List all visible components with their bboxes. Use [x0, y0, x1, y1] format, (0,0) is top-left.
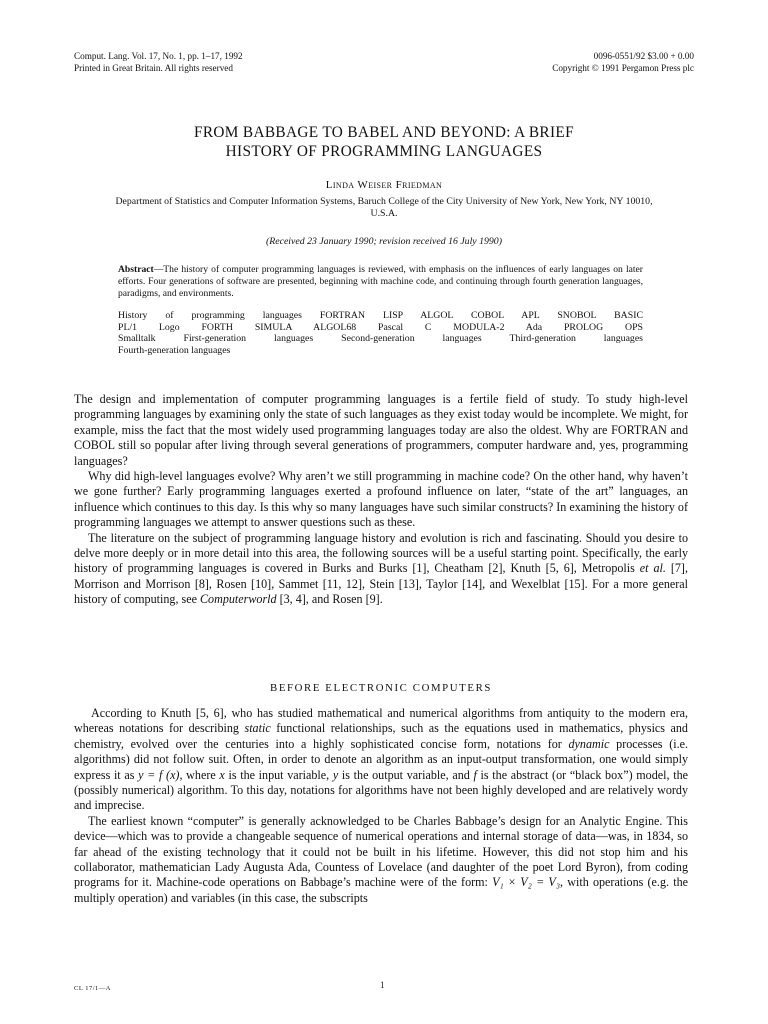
- abstract: [118, 264, 643, 299]
- abstract-label: Abstract: [118, 264, 154, 275]
- keywords-line-2: PL/1 Logo FORTH SIMULA ALGOL68 Pascal C MODULA-2 Ada PROLOG OPS: [118, 321, 643, 333]
- section-heading: BEFORE ELECTRONIC COMPUTERS: [270, 682, 492, 694]
- static-italic: static: [244, 721, 271, 736]
- received-dates: (Received 23 January 1990; revision received 16 July 1990): [266, 236, 502, 247]
- introduction: [74, 392, 688, 608]
- title-line-2: HISTORY OF PROGRAMMING LANGUAGES: [225, 143, 543, 160]
- section-paragraph-2: The earliest known “computer” is generally acknowledged to be Charles Babbage’s design for an Analytic Engine. This device—which was to provide a changeable sequence of numerical operations and internal storage of data—was, in 1834, so far ahead of the existing technology that it could not be built in his lifetime. However, this did not stop him and his collaborator, mathematician Lady Augusta Ada, Countess of Lovelace (and daughter of the poet Lord Byron), from coding programs for it. Machine-code operations on Babbage’s machine were of the form: V₁ × V₂ = V₃, with operations (e.g. the multiply operation) and variables (in this case, the subscripts: [74, 813, 688, 905]
- citation-line-2: Printed in Great Britain. All rights reserved: [74, 63, 233, 73]
- page-number: 1: [380, 980, 385, 990]
- computerworld-italic: Computerworld: [199, 592, 277, 607]
- keywords-line-1: History of programming languages FORTRAN LISP ALGOL COBOL APL SNOBOL BASIC: [118, 310, 643, 321]
- keywords-line-3: Smalltalk First-generation languages Second-generation languages Third-generation languages: [118, 333, 643, 345]
- section-body: [74, 706, 688, 906]
- intro-paragraph-1: The design and implementation of computer programming languages is a fertile field of study. To study high-level programming languages by examining only the state of such languages as they exist today would be incomplete. We might, for example, miss the fact that the most widely used programming languages today are also the oldest. Why are FORTRAN and COBOL still so popular after living through several generations of programmers, computer hardware and, yes, programming languages?: [74, 392, 688, 468]
- equation: y = f (x): [138, 767, 180, 782]
- intro-paragraph-3: The literature on the subject of programming language history and evolution is rich and fascinating. Should you desire to delve more deeply or in more detail into this area, the following sources will be a useful starting point. Specifically, the early history of programming languages is covered in Burks and Burks [1], Cheatham [2], Knuth [5, 6], Metropolis et al. [7], Morrison and Morrison [8], Rosen [10], Sammet [11, 12], Stein [13], Taylor [14], and Wexelblat [15]. For a more general history of computing, see Computerworld [3, 4], and Rosen [9].: [74, 530, 688, 607]
- copyright-line: Copyright © 1991 Pergamon Press plc: [552, 63, 694, 73]
- price-code: 0096-0551/92 $3.00 + 0.00: [593, 51, 694, 61]
- abstract-text: —The history of computer programming languages is reviewed, with emphasis on the influences of early languages on later efforts. Four generations of software are presented, beginning with machine code, and continuing through fourth generation languages, paradigms, and environments.: [118, 264, 643, 299]
- section-paragraph-1: According to Knuth [5, 6], who has studied mathematical and numerical algorithms from antiquity to the modern era, whereas notations for describing static functional relationships, such as the equations used in mathematics, physics and chemistry, evolved over the centuries into a highly sophisticated concise form, notations for dynamic processes (i.e. algorithms) did not follow suit. Often, in order to denote an algorithm as an input-output transformation, one would simply express it as y = f (x), where x is the input variable, y is the output variable, and f is the abstract (or “black box”) model, the (possibly numerical) algorithm. To this day, notations for algorithms have not been highly developed and are relatively wordy and imprecise.: [74, 706, 688, 813]
- dynamic-italic: dynamic: [568, 736, 610, 751]
- title-line-1: FROM BABBAGE TO BABEL AND BEYOND: A BRIEF: [194, 124, 574, 141]
- keywords-line-4: Fourth-generation languages: [118, 344, 231, 356]
- journal-citation: [74, 50, 243, 74]
- footer-code: CL 17/1—A: [74, 985, 111, 992]
- keywords: [118, 310, 643, 356]
- copyright-notice: [552, 50, 694, 74]
- babbage-formula: V₁ × V₂ = V₃: [492, 875, 561, 890]
- author-name: Linda Weiser Friedman: [325, 179, 443, 191]
- author-affiliation: Department of Statistics and Computer Information Systems, Baruch College of the City University of New York, New York, NY 10010, U.S.A.: [115, 196, 653, 219]
- citation-line-1: Comput. Lang. Vol. 17, No. 1, pp. 1–17, 1992: [74, 51, 243, 61]
- intro-paragraph-2: Why did high-level languages evolve? Why aren’t we still programming in machine code? On the other hand, why haven’t we gone further? Early programming languages exerted a profound influence on later, “state of the art” languages, an influence which continues to this day. Is this why so many languages have such similar constructs? In examining the history of programming languages we attempt to answer questions such as these.: [74, 469, 688, 530]
- et-al-italic: et al.: [639, 561, 666, 576]
- paper-title: [74, 123, 694, 161]
